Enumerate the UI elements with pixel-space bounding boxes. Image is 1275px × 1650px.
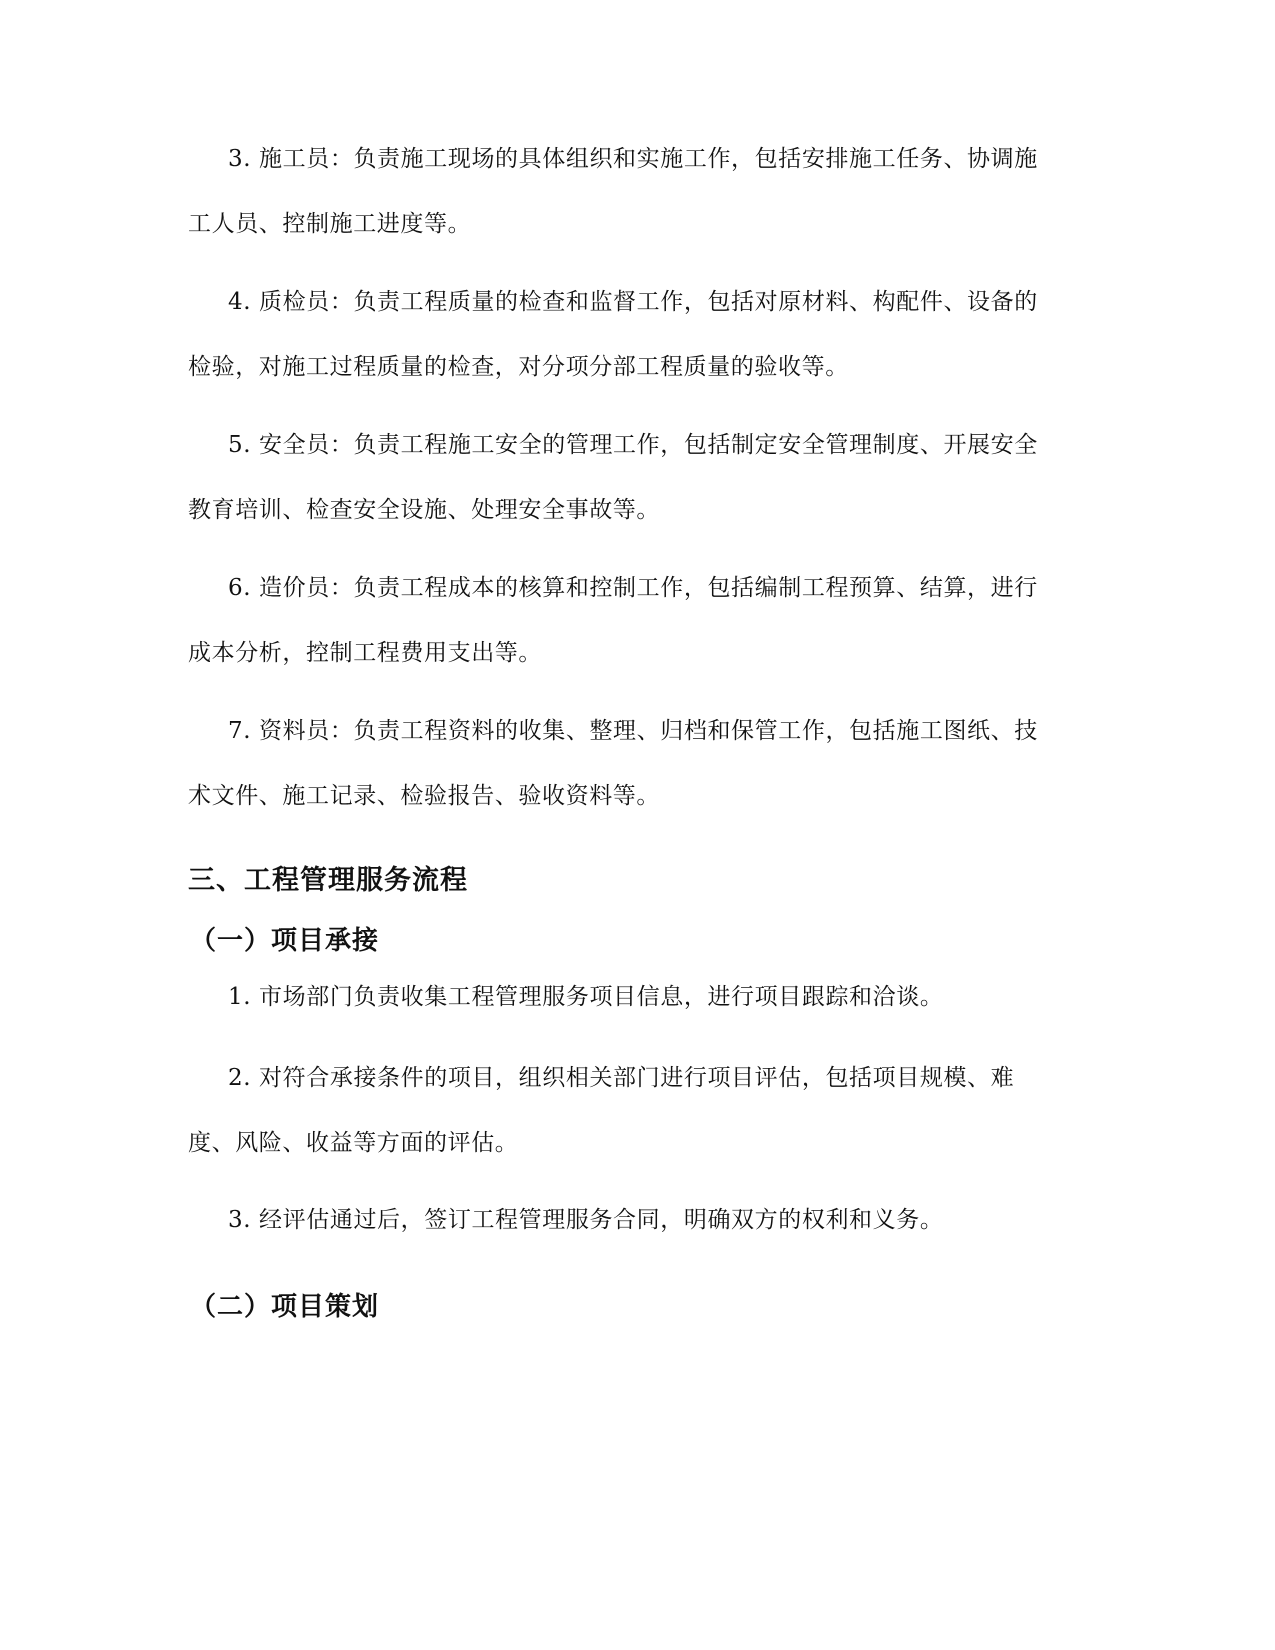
- paragraph-quality-inspector: 4. 质检员：负责工程质量的检查和监督工作，包括对原材料、构配件、设备的检验，对施工过程质量的检查，对分项分部工程质量的验收等。: [188, 289, 1038, 380]
- paragraph-documentation-officer: 7. 资料员：负责工程资料的收集、整理、归档和保管工作，包括施工图纸、技术文件、施工记录、检验报告、验收资料等。: [188, 718, 1038, 809]
- paragraph-project-evaluation: 2. 对符合承接条件的项目，组织相关部门进行项目评估，包括项目规模、难度、风险、收益等方面的评估。: [188, 1065, 1015, 1156]
- section-heading-service-process: 三、工程管理服务流程: [188, 865, 468, 896]
- subsection-heading-project-undertaking: （一）项目承接: [190, 926, 380, 956]
- paragraph-safety-officer: 5. 安全员：负责工程施工安全的管理工作，包括制定安全管理制度、开展安全教育培训、检查安全设施、处理安全事故等。: [188, 432, 1038, 523]
- paragraph-construction-worker: 3. 施工员：负责施工现场的具体组织和实施工作，包括安排施工任务、协调施工人员、控制施工进度等。: [188, 146, 1038, 237]
- paragraph-market-department: 1. 市场部门负责收集工程管理服务项目信息，进行项目跟踪和洽谈。: [228, 984, 944, 1010]
- subsection-heading-project-planning: （二）项目策划: [190, 1292, 380, 1322]
- paragraph-contract-signing: 3. 经评估通过后，签订工程管理服务合同，明确双方的权利和义务。: [228, 1207, 944, 1233]
- paragraph-cost-engineer: 6. 造价员：负责工程成本的核算和控制工作，包括编制工程预算、结算，进行成本分析，控制工程费用支出等。: [188, 575, 1038, 666]
